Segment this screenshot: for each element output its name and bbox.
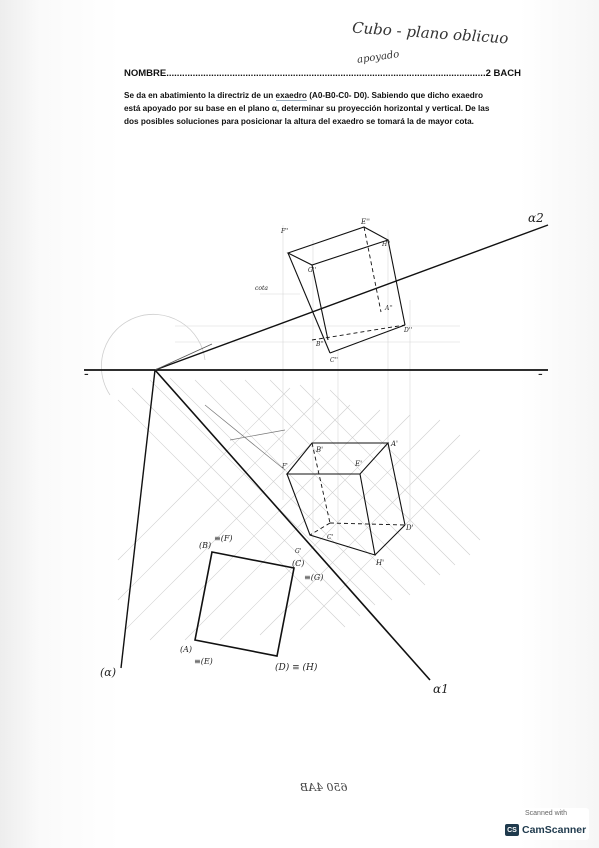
reference-horizontals (175, 294, 460, 342)
label-alpha-rotated: (α) (100, 666, 117, 679)
camscanner-watermark (503, 808, 589, 840)
statement-highlight: exaedro (275, 91, 307, 100)
label-C-rotated: (C) (292, 559, 305, 568)
label-E-horizontal: E' (355, 460, 363, 468)
label-D-rotated: (D) ≡ (H) (275, 663, 318, 673)
label-alpha2: α2 (528, 211, 544, 225)
label-F-rotated: ≡(F) (214, 534, 233, 543)
label-B-horizontal: B' (316, 446, 324, 454)
camscanner-logo-icon: CS (505, 824, 519, 836)
handwritten-subtitle: apoyado (356, 49, 400, 66)
label-F-horizontal: F' (282, 463, 288, 470)
reference-verticals (283, 225, 413, 540)
label-A-vertical: A'' (385, 305, 393, 312)
label-D-horizontal: D' (406, 524, 414, 532)
auxiliary-line (155, 344, 212, 370)
construction-hatching (118, 378, 480, 640)
label-D-vertical: D'' (404, 327, 413, 334)
height-construction-line-2 (230, 430, 285, 440)
label-alpha1: α1 (433, 682, 449, 696)
label-H-horizontal: H' (376, 559, 385, 567)
alpha-rotated-trace (121, 370, 155, 668)
camscanner-name: CamScanner (522, 824, 587, 836)
label-G-horizontal: G' (295, 548, 302, 555)
label-C-vertical: C'' (330, 357, 338, 364)
statement-part2: (A0-B0-C0- D0). Sabiendo que dicho exaedro está apoyado por su base en el plano α, determinar su proyección horizontal y vertical. De las dos posibles soluciones para posicionar la altura del exaedro se tomará la de mayor cota. (124, 91, 490, 126)
statement-part1: Se da en abatimiento la directriz de un (124, 91, 276, 100)
label-G-vertical: G'' (308, 267, 317, 274)
footer-scribble: 650 4AB (300, 781, 348, 794)
rotated-base-square (195, 552, 294, 656)
label-B-vertical: B'' (316, 341, 324, 348)
scanner-brand (505, 823, 586, 837)
ground-line-mark-left: - (84, 366, 89, 382)
label-F-vertical: F'' (281, 228, 289, 235)
handwritten-title: Cubo - plano oblicuo (351, 18, 509, 48)
label-C-horizontal: C' (327, 534, 334, 541)
label-E-vertical: E'' (361, 218, 370, 226)
ground-line-mark-right: - (538, 366, 543, 382)
label-H-vertical: H'' (382, 241, 391, 248)
label-cota: cota (255, 285, 268, 292)
label-E-rotated: ≡(E) (194, 657, 213, 666)
scanner-caption: Scanned with (524, 810, 568, 817)
label-A-rotated: (A) (180, 645, 193, 654)
name-field-line: NOMBRE.........................................................................................................................2 BACH (124, 68, 521, 79)
label-B-rotated: (B) (199, 541, 212, 550)
alpha2-trace (155, 225, 548, 370)
label-A-horizontal: A' (391, 440, 398, 448)
label-G-rotated: ≡(G) (304, 573, 324, 582)
